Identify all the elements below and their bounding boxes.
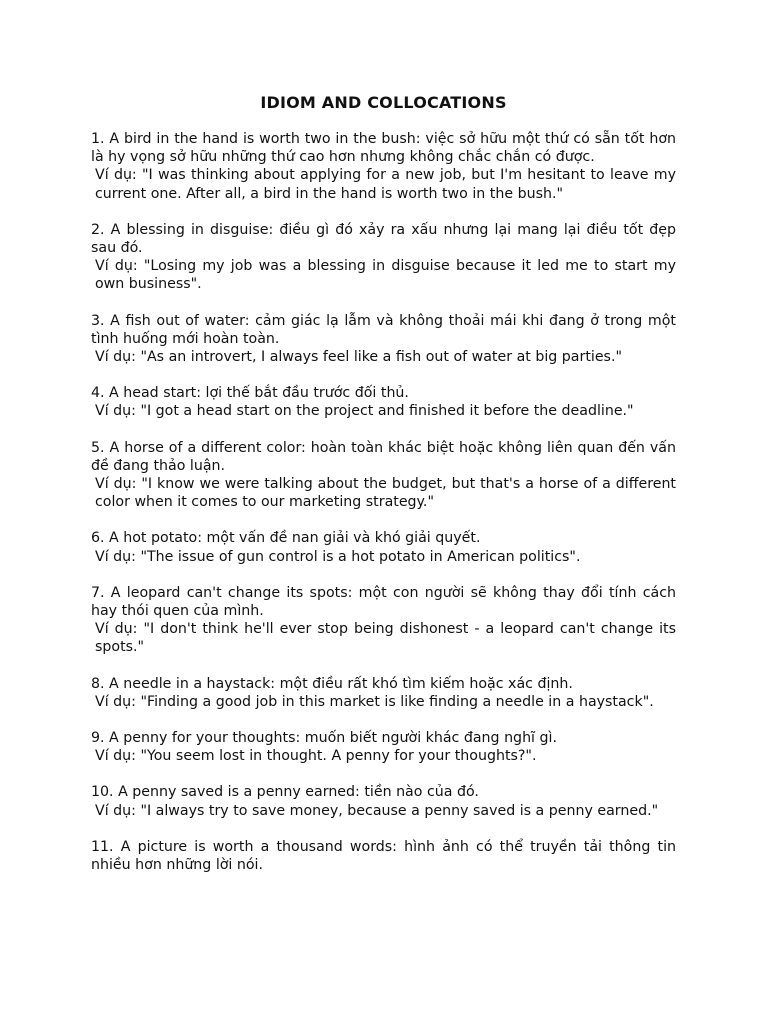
idiom-example: Ví dụ: "I know we were talking about the budget, but that's a horse of a different color when it comes to our marketing strategy." (95, 476, 676, 511)
idiom-entry-10 (91, 783, 676, 819)
idiom-entry-5 (91, 439, 676, 512)
idiom-definition: 2. A blessing in disguise: điều gì đó xảy ra xấu nhưng lại mang lại điều tốt đẹp sau đó. (91, 221, 676, 257)
idiom-entry-1 (91, 130, 676, 203)
idiom-example: Ví dụ: "Finding a good job in this market is like finding a needle in a haystack". (95, 693, 654, 710)
idiom-example: Ví dụ: "Losing my job was a blessing in disguise because it led me to start my own business". (95, 258, 676, 293)
idiom-example: Ví dụ: "You seem lost in thought. A penny for your thoughts?". (95, 748, 537, 765)
idiom-definition: 1. A bird in the hand is worth two in the bush: việc sở hữu một thứ có sẵn tốt hơn là hy vọng sở hữu những thứ cao hơn nhưng không chắc chắn có được. (91, 131, 676, 166)
idiom-entry-4 (91, 384, 676, 420)
idiom-definition: 10. A penny saved is a penny earned: tiền nào của đó. (91, 784, 479, 801)
idiom-definition: 11. A picture is worth a thousand words: hình ảnh có thể truyền tải thông tin nhiều hơn những lời nói. (91, 838, 676, 874)
document-title: IDIOM AND COLLOCATIONS (260, 93, 507, 112)
idiom-example: Ví dụ: "I always try to save money, because a penny saved is a penny earned." (95, 802, 659, 819)
idiom-entry-6 (91, 529, 676, 565)
idiom-definition: 6. A hot potato: một vấn đề nan giải và khó giải quyết. (91, 530, 481, 547)
idiom-definition: 7. A leopard can't change its spots: một con người sẽ không thay đổi tính cách hay thói quen của mình. (91, 584, 676, 620)
idiom-example: Ví dụ: "I don't think he'll ever stop being dishonest - a leopard can't change its spots." (95, 621, 676, 656)
idiom-entry-8 (91, 675, 676, 711)
idiom-entry-11 (91, 838, 676, 874)
idiom-entry-3 (91, 312, 676, 367)
idiom-example: Ví dụ: "The issue of gun control is a hot potato in American politics". (95, 548, 581, 565)
idiom-example: Ví dụ: "I was thinking about applying for a new job, but I'm hesitant to leave my current one. After all, a bird in the hand is worth two in the bush." (95, 167, 676, 202)
idiom-example: Ví dụ: "I got a head start on the project and finished it before the deadline." (95, 403, 634, 420)
idiom-entry-7 (91, 584, 676, 657)
idiom-example: Ví dụ: "As an introvert, I always feel like a fish out of water at big parties." (95, 349, 622, 366)
idiom-definition: 9. A penny for your thoughts: muốn biết người khác đang nghĩ gì. (91, 730, 557, 747)
idiom-entry-9 (91, 729, 676, 765)
idiom-definition: 3. A fish out of water: cảm giác lạ lẫm và không thoải mái khi đang ở trong một tình huống mới hoàn toàn. (91, 312, 676, 347)
document-page (91, 92, 676, 892)
idiom-definition: 5. A horse of a different color: hoàn toàn khác biệt hoặc không liên quan đến vấn đề đang thảo luận. (91, 439, 676, 474)
idiom-definition: 8. A needle in a haystack: một điều rất khó tìm kiếm hoặc xác định. (91, 675, 573, 692)
idiom-definition: 4. A head start: lợi thế bắt đầu trước đối thủ. (91, 385, 409, 402)
idiom-entry-2 (91, 221, 676, 294)
